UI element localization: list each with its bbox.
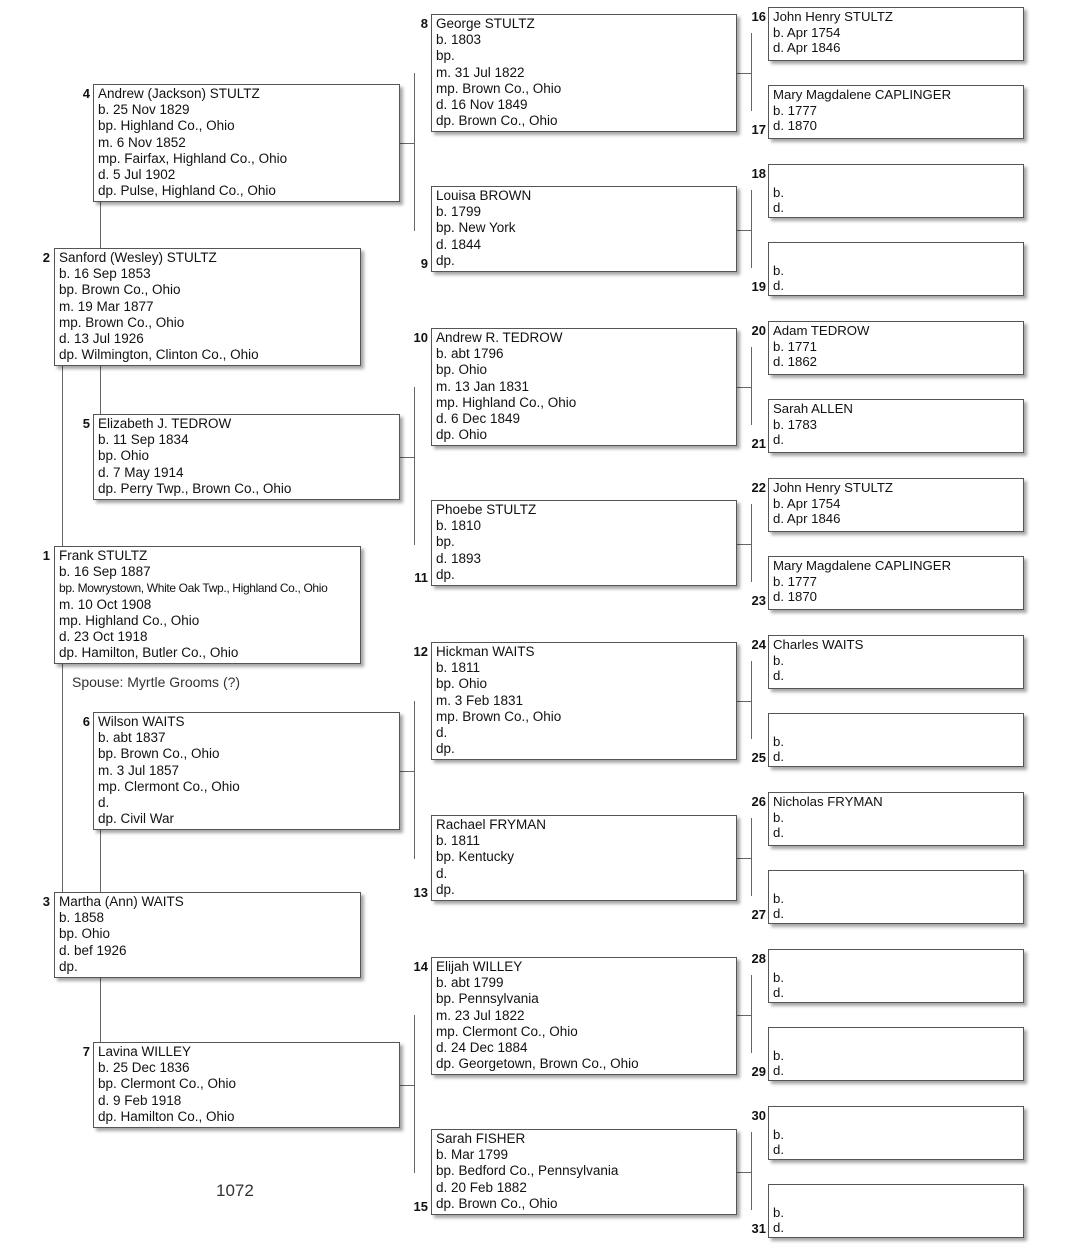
person-box-13[interactable] [431,815,737,901]
connector-line [100,830,101,892]
person-number: 20 [751,323,766,338]
person-detail-line: dp. [436,881,455,897]
person-detail-line: m. 31 Jul 1822 [436,64,525,80]
person-detail-line: d. [773,432,784,448]
person-box-19[interactable] [768,242,1024,296]
person-detail-line: dp. Brown Co., Ohio [436,1195,558,1211]
person-detail-line: d. [436,865,448,881]
person-box-12[interactable] [431,642,737,760]
person-name: Louisa BROWN [436,188,532,203]
person-detail-line: b. 16 Sep 1853 [59,266,151,282]
person-detail-line: bp. Kentucky [436,849,515,865]
person-detail-line: b. Mar 1799 [436,1147,509,1163]
person-name: Sarah FISHER [436,1131,526,1146]
person-number: 3 [42,894,50,909]
person-name: Andrew R. TEDROW [436,330,563,345]
person-detail-line: bp. Clermont Co., Ohio [98,1076,237,1092]
person-box-9[interactable] [431,186,737,272]
person-detail-line: b. [773,184,784,200]
person-detail-line: b. 1810 [436,518,482,534]
person-number: 1 [42,548,50,563]
person-name: Adam TEDROW [773,323,870,338]
connector-line [751,661,752,739]
connector-line [62,664,63,892]
person-box-1[interactable] [54,546,361,664]
connector-line [100,202,101,248]
person-detail-line: d. [773,749,784,765]
person-detail-line: dp. Hamilton, Butler Co., Ohio [59,645,239,661]
person-detail-line: m. 23 Jul 1822 [436,1007,525,1023]
person-number: 26 [751,794,766,809]
connector-line [414,387,415,545]
person-number: 30 [751,1108,766,1123]
person-detail-line: m. 6 Nov 1852 [98,134,186,150]
person-detail-line: bp. New York [436,220,516,236]
person-detail-line: b. 1777 [773,573,817,589]
connector-line [100,366,101,414]
person-detail-line: bp. Brown Co., Ohio [59,282,181,298]
person-box-26[interactable] [768,792,1024,846]
person-box-10[interactable] [431,328,737,446]
person-detail-line: d. 1870 [773,589,817,605]
person-box-28[interactable] [768,949,1024,1003]
person-detail-line: b. 11 Sep 1834 [98,432,189,448]
person-number: 9 [420,256,428,271]
person-detail-line: b. [773,733,784,749]
person-detail-line: b. 1811 [436,833,481,849]
person-detail-line: b. 1771 [773,338,817,354]
person-detail-line: bp. Ohio [98,448,150,464]
person-detail-line: b. abt 1796 [436,346,504,362]
person-name: Charles WAITS [773,637,864,652]
person-detail-line: d. 9 Feb 1918 [98,1092,182,1108]
person-number: 18 [751,166,766,181]
person-name: Hickman WAITS [436,644,535,659]
person-detail-line: d. [773,825,784,841]
connector-line [737,1015,751,1016]
person-detail-line: d. 20 Feb 1882 [436,1179,527,1195]
person-detail-line: b. [773,969,784,985]
connector-line [737,387,751,388]
person-detail-line: b. [773,1047,784,1063]
person-number: 25 [751,750,766,765]
person-detail-line: b. 1803 [436,32,482,48]
person-detail-line: m. 10 Oct 1908 [59,596,152,612]
connector-line [400,771,414,772]
person-detail-line: dp. Pulse, Highland Co., Ohio [98,183,276,199]
person-detail-line: bp. Ohio [436,676,488,692]
spouse-label: Spouse: Myrtle Grooms (?) [72,674,241,690]
person-name: Andrew (Jackson) STULTZ [98,86,260,101]
person-detail-line: d. 5 Jul 1902 [98,167,176,183]
person-detail-line: d. 16 Nov 1849 [436,97,528,113]
person-number: 14 [413,959,428,974]
person-name: Mary Magdalene CAPLINGER [773,558,952,573]
person-detail-line: b. abt 1799 [436,975,504,991]
connector-line [400,1085,414,1086]
person-number: 21 [751,436,766,451]
person-detail-line: bp. Ohio [436,362,488,378]
person-name: Phoebe STULTZ [436,502,537,517]
person-detail-line: d. [773,278,784,294]
person-name: Rachael FRYMAN [436,817,547,832]
person-detail-line: b. [773,262,784,278]
person-detail-line: dp. Hamilton Co., Ohio [98,1108,235,1124]
person-box-8[interactable] [431,14,737,132]
connector-line [414,701,415,859]
person-number: 24 [751,637,766,652]
person-detail-line: d. [773,1220,784,1236]
person-box-31[interactable] [768,1184,1024,1238]
person-box-21[interactable] [768,399,1024,453]
person-detail-line: mp. Brown Co., Ohio [436,80,562,96]
person-box-23[interactable] [768,556,1024,610]
person-detail-line: mp. Brown Co., Ohio [59,314,185,330]
person-number: 22 [751,480,766,495]
person-box-4[interactable] [93,84,400,202]
person-number: 5 [82,416,90,431]
person-name: Elizabeth J. TEDROW [98,416,232,431]
person-number: 6 [82,714,90,729]
person-detail-line: b. 25 Dec 1836 [98,1060,190,1076]
person-detail-line: b. [773,1204,784,1220]
person-number: 10 [413,330,428,345]
person-detail-line: b. Apr 1754 [773,495,841,511]
connector-line [737,544,751,545]
person-detail-line: d. [773,200,784,216]
connector-line [62,366,63,546]
person-detail-line: bp. Highland Co., Ohio [98,118,235,134]
person-detail-line: bp. Ohio [59,926,111,942]
person-detail-line: mp. Brown Co., Ohio [436,708,562,724]
person-detail-line: b. 1811 [436,660,481,676]
person-box-3[interactable] [54,892,361,978]
person-name: John Henry STULTZ [773,9,893,24]
person-detail-line: mp. Highland Co., Ohio [436,394,577,410]
person-box-15[interactable] [431,1129,737,1215]
person-number: 12 [413,644,428,659]
connector-line [737,858,751,859]
person-box-27[interactable] [768,870,1024,924]
person-detail-line: b. 1799 [436,204,482,220]
person-name: George STULTZ [436,16,535,31]
person-detail-line: m. 13 Jan 1831 [436,378,530,394]
person-detail-line: dp. Perry Twp., Brown Co., Ohio [98,480,292,496]
connector-line [400,457,414,458]
person-detail-line: mp. Clermont Co., Ohio [436,1023,578,1039]
person-detail-line: d. 1870 [773,118,817,134]
person-detail-line: dp. Georgetown, Brown Co., Ohio [436,1056,639,1072]
connector-line [751,504,752,582]
person-number: 19 [751,279,766,294]
connector-line [414,73,415,231]
connector-line [737,73,751,74]
person-name: Mary Magdalene CAPLINGER [773,87,952,102]
person-detail-line: d. 1844 [436,236,482,252]
person-detail-line: b. 16 Sep 1887 [59,564,151,580]
person-name: Nicholas FRYMAN [773,794,883,809]
person-number: 23 [751,593,766,608]
person-detail-line: dp. [436,252,455,268]
person-detail-line: b. Apr 1754 [773,24,841,40]
person-number: 16 [751,9,766,24]
person-detail-line: d. 1893 [436,550,482,566]
person-detail-line: m. 3 Jul 1857 [98,762,180,778]
person-detail-line: bp. Bedford Co., Pennsylvania [436,1163,619,1179]
connector-line [414,1015,415,1173]
connector-line [737,230,751,231]
person-detail-line: d. Apr 1846 [773,511,841,527]
person-detail-line: dp. [436,741,455,757]
person-detail-line: b. [773,652,784,668]
person-box-22[interactable] [768,478,1024,532]
person-detail-line: b. [773,890,784,906]
person-box-6[interactable] [93,712,400,830]
person-box-25[interactable] [768,713,1024,767]
person-number: 2 [42,250,50,265]
person-detail-line: b. [773,1126,784,1142]
person-detail-line: mp. Highland Co., Ohio [59,612,200,628]
person-detail-line: d. [773,668,784,684]
person-detail-line: mp. Fairfax, Highland Co., Ohio [98,150,288,166]
person-detail-line: b. 1783 [773,416,817,432]
person-box-16[interactable] [768,7,1024,61]
person-detail-line: dp. Civil War [98,811,175,827]
person-number: 11 [414,570,428,585]
person-detail-line: bp. Pennsylvania [436,991,539,1007]
person-detail-line: d. Apr 1846 [773,40,841,56]
person-detail-line: d. [436,725,448,741]
person-name: Martha (Ann) WAITS [59,894,184,909]
person-detail-line: d. 13 Jul 1926 [59,331,144,347]
person-box-24[interactable] [768,635,1024,689]
person-number: 17 [751,122,766,137]
person-detail-line: d. 24 Dec 1884 [436,1040,528,1056]
person-detail-line: dp. [59,958,78,974]
person-detail-line: dp. Ohio [436,427,488,443]
person-name: Sanford (Wesley) STULTZ [59,250,217,265]
person-detail-line: d. [773,1063,784,1079]
person-detail-line: b. abt 1837 [98,730,166,746]
person-box-20[interactable] [768,321,1024,375]
person-detail-line: bp. Mowrystown, White Oak Twp., Highland Co., Ohio [59,581,328,596]
person-detail-line: bp. [436,534,455,550]
person-name: Elijah WILLEY [436,959,523,974]
person-number: 27 [751,907,766,922]
person-number: 7 [82,1044,90,1059]
person-box-2[interactable] [54,248,361,366]
person-detail-line: d. 1862 [773,354,817,370]
person-box-29[interactable] [768,1027,1024,1081]
connector-line [751,347,752,425]
person-number: 31 [751,1221,766,1236]
person-number: 4 [82,86,90,101]
person-name: John Henry STULTZ [773,480,893,495]
person-detail-line: b. 1858 [59,910,105,926]
person-box-14[interactable] [431,957,737,1075]
connector-line [100,978,101,1042]
connector-line [751,1132,752,1210]
person-detail-line: d. [98,795,110,811]
person-detail-line: d. [773,906,784,922]
person-box-18[interactable] [768,164,1024,218]
person-detail-line: d. bef 1926 [59,942,127,958]
person-detail-line: b. 25 Nov 1829 [98,102,190,118]
connector-line [751,818,752,896]
person-box-30[interactable] [768,1106,1024,1160]
connector-line [751,190,752,268]
person-box-17[interactable] [768,85,1024,139]
person-detail-line: bp. Brown Co., Ohio [98,746,220,762]
person-box-11[interactable] [431,500,737,586]
person-detail-line: d. 23 Oct 1918 [59,629,148,645]
person-detail-line: d. [773,985,784,1001]
person-box-5[interactable] [93,414,400,500]
person-box-7[interactable] [93,1042,400,1128]
person-number: 28 [751,951,766,966]
person-number: 15 [413,1199,428,1214]
person-name: Wilson WAITS [98,714,185,729]
person-detail-line: mp. Clermont Co., Ohio [98,778,240,794]
person-number: 29 [751,1064,766,1079]
person-detail-line: dp. Wilmington, Clinton Co., Ohio [59,347,259,363]
person-detail-line: dp. Brown Co., Ohio [436,113,558,129]
connector-line [737,1172,751,1173]
person-detail-line: d. 7 May 1914 [98,464,184,480]
person-number: 8 [420,16,428,31]
person-name: Frank STULTZ [59,548,148,563]
person-detail-line: b. [773,809,784,825]
person-detail-line: dp. [436,566,455,582]
page-number: 1072 [216,1181,254,1200]
connector-line [751,975,752,1053]
person-number: 13 [413,885,428,900]
connector-line [751,33,752,111]
person-detail-line: bp. [436,48,455,64]
person-detail-line: b. 1777 [773,102,817,118]
person-detail-line: m. 19 Mar 1877 [59,298,154,314]
person-name: Lavina WILLEY [98,1044,192,1059]
person-detail-line: m. 3 Feb 1831 [436,692,524,708]
person-detail-line: d. [773,1142,784,1158]
person-detail-line: d. 6 Dec 1849 [436,411,521,427]
connector-line [400,143,414,144]
connector-line [737,701,751,702]
person-name: Sarah ALLEN [773,401,853,416]
